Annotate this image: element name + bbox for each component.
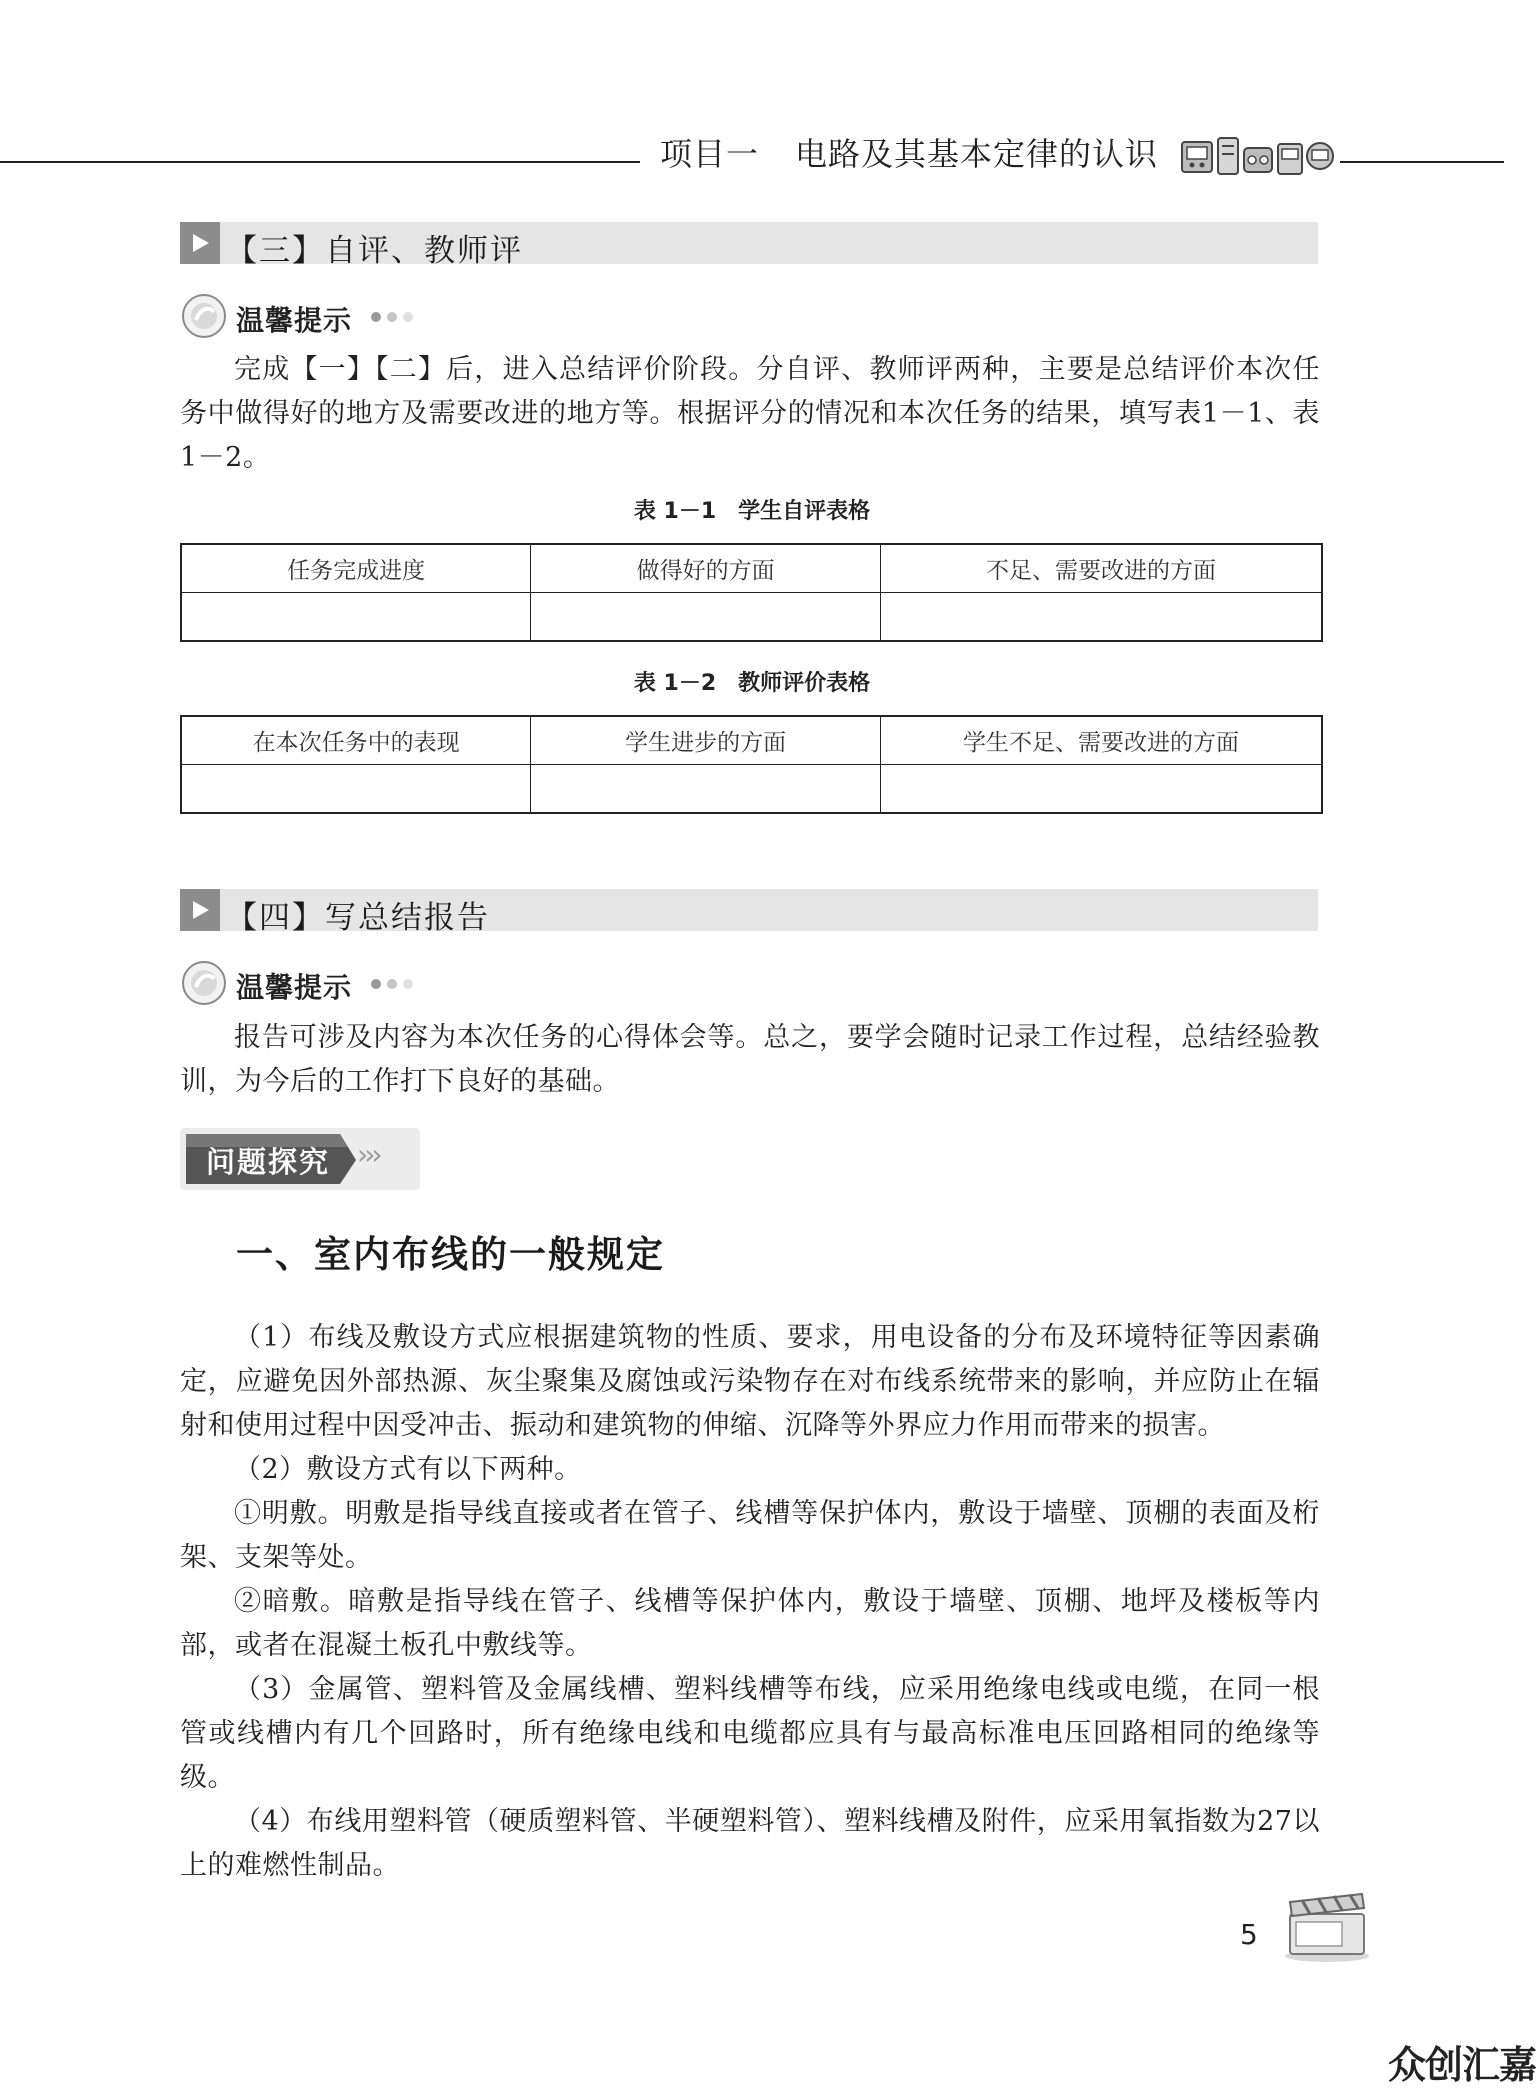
clapperboard-icon — [1282, 1888, 1372, 1964]
table1-caption: 表 1－1 学生自评表格 — [633, 499, 871, 524]
tip-label: 温馨提示 — [236, 971, 353, 1004]
header-rule-right — [1340, 161, 1504, 163]
table-header-cell: 任务完成进度 — [181, 544, 531, 593]
rule-paragraph: （2）敷设方式有以下两种。 — [234, 1454, 582, 1485]
rule-paragraph: （4）布线用塑料管（硬质塑料管、半硬塑料管）、塑料线槽及附件，应采用氧指数为27以上的难燃性制品。 — [180, 1806, 1320, 1881]
header-title: 电路及其基本定律的认识 — [795, 135, 1159, 173]
electronics-illustration-icon — [1180, 134, 1336, 178]
rules-body — [180, 1316, 1320, 1888]
lightbulb-icon — [180, 292, 228, 340]
header-rule-left — [0, 161, 640, 163]
table-header-cell: 不足、需要改进的方面 — [881, 544, 1323, 593]
watermark: 众创汇嘉 — [1388, 2043, 1536, 2087]
tip-label: 温馨提示 — [236, 304, 353, 337]
lightbulb-icon — [180, 959, 228, 1007]
table-header-cell: 学生不足、需要改进的方面 — [881, 716, 1323, 765]
header-project: 项目一 — [660, 135, 760, 173]
table-header-cell: 学生进步的方面 — [531, 716, 881, 765]
rule-paragraph: （3）金属管、塑料管及金属线槽、塑料线槽等布线，应采用绝缘电线或电缆，在同一根管或线槽内有几个回路时，所有绝缘电线和电缆都应具有与最高标准电压回路相同的绝缘等级。 — [180, 1674, 1320, 1793]
rule-paragraph: （1）布线及敷设方式应根据建筑物的性质、要求，用电设备的分布及环境特征等因素确定，应避免因外部热源、灰尘聚集及腐蚀或污染物存在对布线系统带来的影响，并应防止在辐射和使用过程中因受冲击、振动和建筑物的伸缩、沉降等外界应力作用而带来的损害。 — [180, 1322, 1320, 1441]
table-empty-cell — [181, 593, 531, 642]
section-bar-self-eval — [180, 222, 1318, 269]
topic-heading: 一、室内布线的一般规定 — [236, 1232, 665, 1276]
dots-icon — [370, 311, 430, 323]
intro-paragraph — [180, 348, 1320, 480]
table-empty-cell — [531, 593, 881, 642]
table-empty-cell — [881, 593, 1323, 642]
table-empty-cell — [181, 765, 531, 814]
chevrons-icon: ››› — [357, 1138, 379, 1171]
table-empty-cell — [881, 765, 1323, 814]
section-bar-summary — [180, 889, 1318, 936]
paragraph-text: 报告可涉及内容为本次任务的心得体会等。总之，要学会随时记录工作过程，总结经验教训，为今后的工作打下良好的基础。 — [180, 1022, 1320, 1097]
rule-paragraph: ①明敷。明敷是指导线直接或者在管子、线槽等保护体内，敷设于墙壁、顶棚的表面及桁架、支架等处。 — [180, 1498, 1320, 1573]
self-eval-table — [180, 543, 1323, 642]
section-title: 【四】写总结报告 — [226, 900, 490, 936]
section-title: 【三】自评、教师评 — [226, 233, 523, 269]
explore-banner-label: 问题探究 — [206, 1145, 331, 1179]
table-empty-cell — [531, 765, 881, 814]
table-header-cell: 做得好的方面 — [531, 544, 881, 593]
table-header-cell: 在本次任务中的表现 — [181, 716, 531, 765]
page-number: 5 — [1240, 1918, 1258, 1951]
paragraph-text: 完成【一】【二】后，进入总结评价阶段。分自评、教师评两种，主要是总结评价本次任务中做得好的地方及需要改进的地方等。根据评分的情况和本次任务的结果，填写表1－1、表1－2。 — [180, 354, 1320, 473]
teacher-eval-table — [180, 715, 1323, 814]
rule-paragraph: ②暗敷。暗敷是指导线在管子、线槽等保护体内，敷设于墙壁、顶棚、地坪及楼板等内部，或者在混凝土板孔中敷线等。 — [180, 1586, 1320, 1661]
summary-paragraph — [180, 1016, 1320, 1104]
table2-caption: 表 1－2 教师评价表格 — [633, 671, 871, 696]
section-arrow-icon — [180, 889, 220, 931]
dots-icon — [370, 978, 430, 990]
running-header — [660, 135, 1159, 173]
section-arrow-icon — [180, 222, 220, 264]
